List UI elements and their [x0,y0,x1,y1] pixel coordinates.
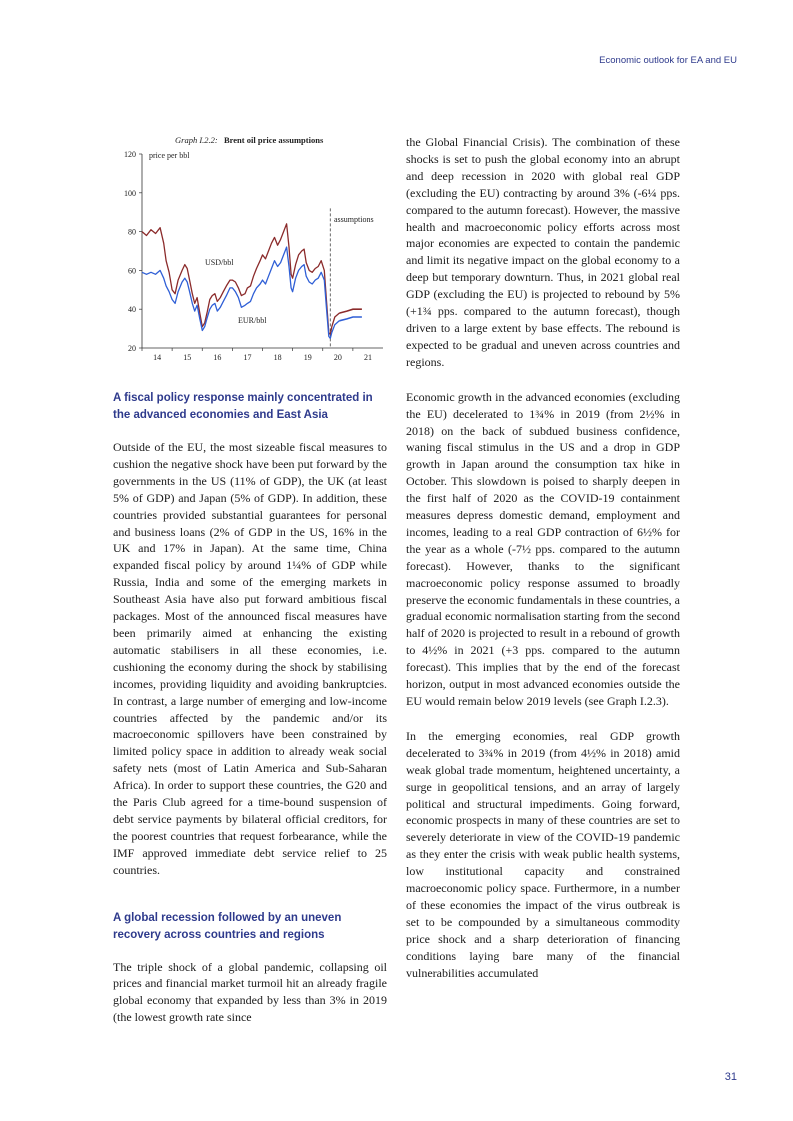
paragraph-emerging-economies: In the emerging economies, real GDP growth decelerated to 3¾% in 2019 (from 4½% in 2018) amid weak global trade momentum, heightened uncertainty, a surge in geopolitical tensions, and an array of largely political and structural impediments. Going forward, economic prospects in many of these countries are set to severely deteriorate in view of the COVID-19 pandemic as they enter the crisis with weak public health systems, low institutional capacity and constrained macroeconomic policy space. Furthermore, in a number of these economies the impact of the virus outbreak is set to be compounded by a simultaneous commodity price shock and a sharp deterioration of financing conditions laying bare many of the financial vulnerabilities accumulated [406,728,680,980]
y-tick-label: 80 [128,227,136,237]
eur-assumption-line [339,317,362,321]
paragraph-triple-shock: The triple shock of a global pandemic, collapsing oil prices and financial market turmoil hit an already fragile global economy that expanded by less than 3% in 2019 (the lowest growth rate since [113,959,387,1025]
y-tick-label: 120 [124,150,136,159]
usd-assumption-line [339,309,362,313]
left-column [113,134,387,1026]
y-tick-label: 100 [124,188,136,198]
paragraph-advanced-economies: Economic growth in the advanced economies (excluding the EU) decelerated to 1¾% in 2019 (from 2½% in 2018) on the back of subdued business confidence, waning fiscal stimulus in the US and a drop in GDP growth in Japan around the consumption tax hike in October. This slowdown is poised to sharply deepen in the first half of 2020 as the COVID-19 containment measures depress domestic demand, employment and incomes, leading to a real GDP contraction of 6½% for the year as a whole (-7½ pps. compared to the autumn forecast). However, thanks to the significant macroeconomic policy response assumed to broadly preserve the economic fundamentals in these countries, a gradual economic normalisation starting from the second half of 2020 is projected to result in a rebound of growth to 4½% in 2021 (+3 pps. compared to the autumn forecast). This implies that by the end of the forecast horizon, output in most advanced economies outside the EU would remain below 2019 levels (see Graph I.2.3). [406,389,680,708]
x-tick-label: 16 [213,353,222,362]
section-heading-fiscal-policy: A fiscal policy response mainly concentrated in the advanced economies and East Asia [113,392,373,421]
paragraph-fiscal-measures: Outside of the EU, the most sizeable fiscal measures to cushion the negative shock have been put forward by the governments in the US (11% of GDP), the UK (at least 5% of GDP) and Japan (5% of GDP). In addition, these countries provided substantial guarantees for personal and business loans (2% of GDP in the US, 16% in the UK and 17% in Japan). At the same time, China expanded fiscal policy by around 1¼% of GDP while Russia, India and some of the emerging markets in Southeast Asia have also put forward ambitious fiscal packages. Most of the announced fiscal measures have been primarily aimed at enhancing the existing automatic stabilisers in all these economies, i.e. cushioning the economy during the shock by stabilising incomes, providing liquidity and avoiding bankruptcies. In contrast, a large number of emerging and low-income countries affected by the pandemic and/or its macroeconomic spillovers have been constrained by limited policy space in addition to already weak social safety nets (most of Latin America and Sub-Saharan Africa). In order to support these countries, the G20 and the Paris Club agreed for a time-bound suspension of debt service payments by bilateral official creditors, for the poorest countries that request forbearance, while the IMF approved immediate debt service relief to 25 countries. [113,440,387,877]
running-header: Economic outlook for EA and EU [599,55,737,66]
page-number: 31 [724,1071,737,1083]
paragraph-global-recession: the Global Financial Crisis). The combination of these shocks is set to push the global economy into an abrupt and deep recession in 2020 with global real GDP (excluding the EU) contracting by around 3% (-6¼ pps. compared to the autumn forecast). However, the massive health and macroeconomic policy efforts across most major economies are expected to contain the pandemic and limit its negative impact on the global economy to a deep but temporary downturn. Thus, in 2021 global real GDP (excluding the EU) is projected to rebound by 5% (+1¾ pps. compared to the autumn forecast), though driven to a large extent by base effects. The rebound is expected to be gradual and uneven across countries and regions. [406,135,680,369]
graph-caption-title: Brent oil price assumptions [224,135,324,145]
x-tick-label: 18 [273,353,282,362]
y-tick-label: 60 [128,266,136,276]
assumptions-label: assumptions [334,215,374,224]
y-tick-label: 40 [128,305,136,315]
chart-svg [113,134,387,370]
x-tick-label: 21 [363,353,372,362]
x-tick-label: 17 [243,353,252,362]
eur-series-label: EUR/bbl [238,316,267,325]
chart-ticks [124,150,372,362]
x-tick-label: 20 [333,353,342,362]
usd-series-label: USD/bbl [205,258,234,267]
x-tick-label: 15 [183,353,192,362]
x-tick-label: 14 [153,353,162,362]
right-column [406,134,680,982]
graph-caption-prefix: Graph I.2.2: [175,135,218,145]
section-heading-global-recession: A global recession followed by an uneven recovery across countries and regions [113,911,342,941]
brent-oil-graph [113,134,387,370]
x-tick-label: 19 [303,353,312,362]
y-tick-label: 20 [128,344,136,353]
y-unit-label: price per bbl [149,151,190,160]
